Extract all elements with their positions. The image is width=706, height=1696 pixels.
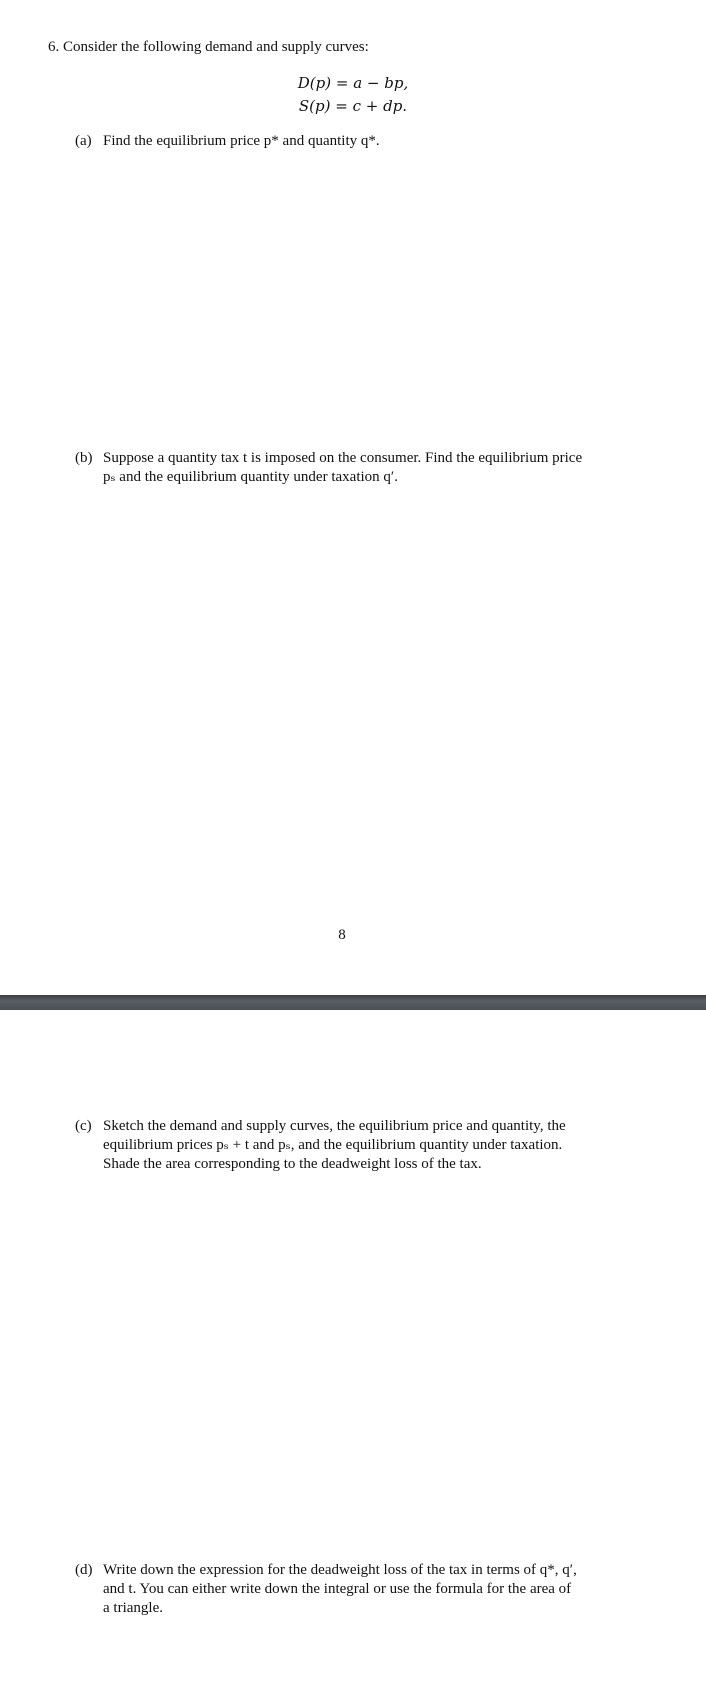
page-divider [0,995,706,1010]
question-6-heading: 6. Consider the following demand and supply curves: [48,39,369,55]
part-d-line-2: and t. You can either write down the integral or use the formula for the area of [103,1581,572,1597]
exam-page-bottom [0,1010,706,1696]
part-b-line-1: Suppose a quantity tax t is imposed on the consumer. Find the equilibrium price [103,450,583,466]
part-a-label: (a) [75,133,92,149]
part-d-label: (d) [75,1562,93,1578]
supply-equation: S(p) = c + dp. [298,97,408,115]
part-d-text [103,1561,654,1618]
demand-equation: D(p) = a − bp, [297,74,409,92]
part-b-line-2: pₛ and the equilibrium quantity under taxation q′. [103,469,398,485]
part-c-line-2: equilibrium prices pₛ + t and pₛ, and the equilibrium quantity under taxation. [103,1137,563,1153]
part-d-line-1: Write down the expression for the deadweight loss of the tax in terms of q*, q′, [103,1562,577,1578]
part-a-text [103,132,654,151]
part-b-text [103,449,654,487]
page-number: 8 [338,927,346,943]
part-b-label: (b) [75,450,93,466]
part-c-line-1: Sketch the demand and supply curves, the equilibrium price and quantity, the [103,1118,566,1134]
part-c-line-3: Shade the area corresponding to the deadweight loss of the tax. [103,1156,482,1172]
part-a-line: Find the equilibrium price p* and quantity q*. [103,133,380,149]
part-c-text [103,1117,654,1174]
part-c-label: (c) [75,1118,92,1134]
part-d-line-3: a triangle. [103,1600,163,1616]
